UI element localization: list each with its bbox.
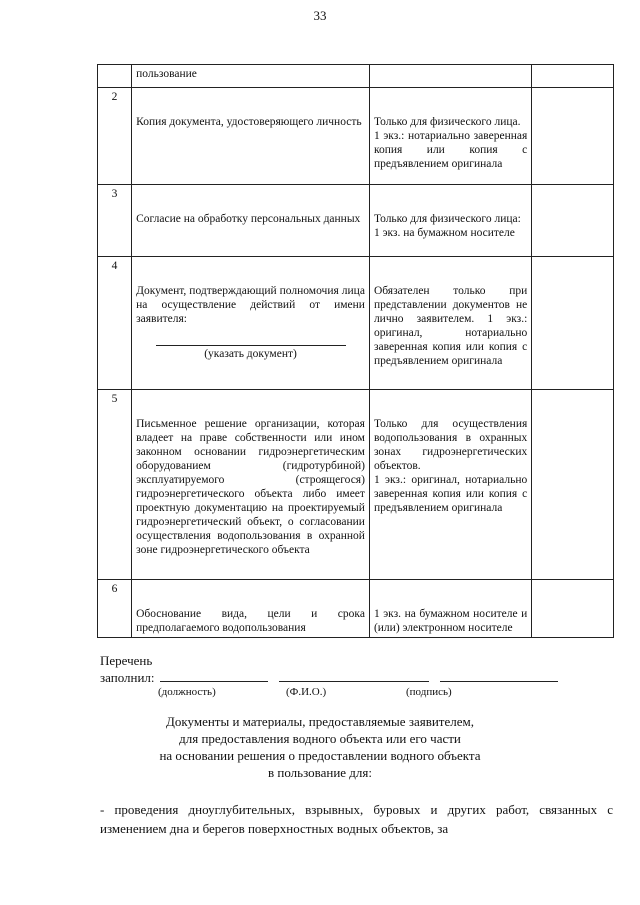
empty-cell	[532, 257, 614, 390]
row-number	[98, 65, 132, 88]
row-number: 4	[98, 257, 132, 390]
heading-line: для предоставления водного объекта или его части	[179, 731, 461, 746]
document-name	[132, 580, 370, 638]
table-row	[98, 65, 614, 88]
document-note	[369, 390, 531, 580]
empty-cell	[532, 390, 614, 580]
note-text: 1 экз. на бумажном носителе и (или) электронном носителе	[373, 608, 528, 634]
document-name-text: Копия документа, удостоверяющего личность	[136, 116, 362, 128]
document-note	[369, 257, 531, 390]
table-row	[98, 88, 614, 185]
signature-label: заполнил:	[100, 670, 155, 685]
note-text: Только для физического лица.	[373, 116, 521, 128]
note-text: Только для физического лица:	[373, 213, 521, 225]
body-paragraph: - проведения дноуглубительных, взрывных, буровых и других работ, связанных с изменением дна и берегов поверхностных водных объектов, за	[100, 802, 613, 836]
note-text: 1 экз.: оригинал, нотариально заверенная копия или копия с предъявлением оригинала	[373, 474, 528, 514]
note-text: 1 экз. на бумажном носителе	[373, 227, 515, 239]
fullname-caption: (Ф.И.О.)	[286, 686, 327, 698]
document-note	[369, 185, 531, 257]
documents-table	[97, 64, 614, 638]
document-note	[369, 580, 531, 638]
document-name	[132, 390, 370, 580]
heading-line: в пользование для:	[267, 765, 372, 780]
empty-cell	[532, 580, 614, 638]
document-name	[132, 257, 370, 390]
signature-block	[100, 652, 558, 686]
document-name-text: пользование	[136, 68, 197, 80]
table-row	[98, 257, 614, 390]
document-name-text: Документ, подтверждающий полномочия лица на осуществление действий от имени заявителя:	[136, 285, 365, 325]
document-note	[369, 88, 531, 185]
table-row	[98, 185, 614, 257]
document-note	[369, 65, 531, 88]
document-name-text: Письменное решение организации, которая владеет на праве собственности или ином законном основании гидроэнергетическим оборудованием (гидротурбиной) эксплуатируемого (строящегося) гидроэнергетического объекта либо имеет проектную документацию на проектируемый гидроэнергетический объект, о согласовании осуществления водопользования в охранной зоне гидроэнергетического объекта	[136, 418, 365, 556]
section-heading	[0, 713, 640, 781]
document-name	[132, 88, 370, 185]
fill-in-caption: (указать документ)	[204, 348, 297, 360]
empty-cell	[532, 185, 614, 257]
name-line	[279, 669, 429, 682]
heading-line: Документы и материалы, предоставляемые заявителем,	[166, 714, 474, 729]
empty-cell	[532, 65, 614, 88]
document-name	[132, 185, 370, 257]
signature-caption: (подпись)	[406, 686, 452, 698]
fill-in-line	[156, 344, 346, 346]
table-row	[98, 390, 614, 580]
document-name-text: Обоснование вида, цели и срока предполагаемого водопользования	[136, 608, 365, 634]
document-name	[132, 65, 370, 88]
document-name-text: Согласие на обработку персональных данных	[136, 213, 361, 225]
table-row	[98, 580, 614, 638]
note-text: 1 экз.: нотариально заверенная копия или копия с предъявлением оригинала	[373, 130, 528, 170]
empty-cell	[532, 88, 614, 185]
row-number: 5	[98, 390, 132, 580]
heading-line: на основании решения о предоставлении водного объекта	[159, 748, 481, 763]
note-text: Только для осуществления водопользования в охранных зонах гидроэнергетических объектов.	[373, 418, 528, 472]
position-caption: (должность)	[158, 686, 216, 698]
note-text: Обязателен только при представлении документов не лично заявителем. 1 экз.: оригинал, нотариально заверенная копия или копия с предъявлением оригинала	[373, 285, 528, 367]
signature-title: Перечень	[100, 653, 153, 668]
row-number: 6	[98, 580, 132, 638]
page-number: 33	[313, 8, 327, 23]
position-line	[160, 669, 268, 682]
row-number: 2	[98, 88, 132, 185]
signature-line	[440, 669, 558, 682]
row-number: 3	[98, 185, 132, 257]
